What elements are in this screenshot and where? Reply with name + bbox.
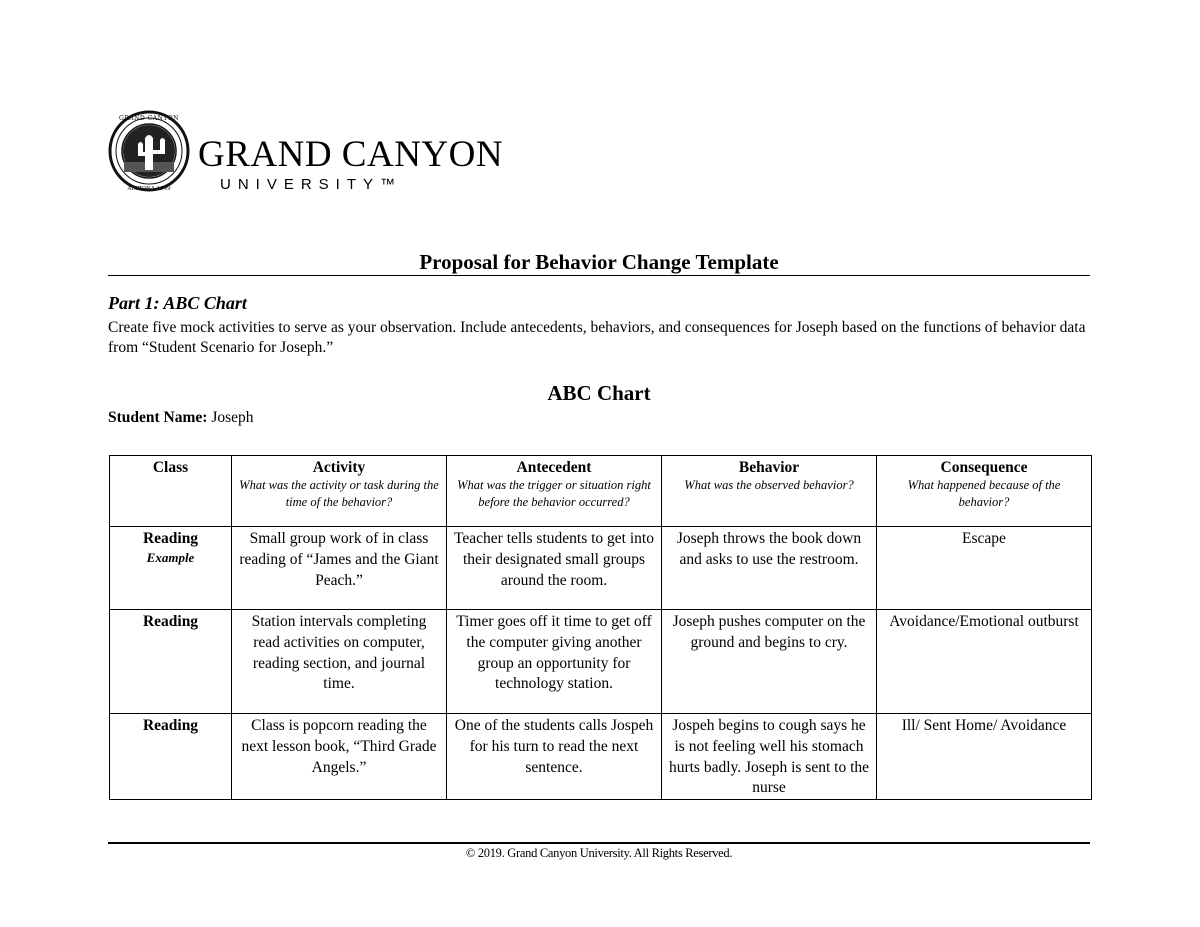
class-label: Reading [142, 717, 199, 734]
header-question: What was the trigger or situation right before the behavior occurred? [457, 478, 651, 509]
student-name-label: Student Name: [108, 409, 208, 426]
cell-activity: Class is popcorn reading the next lesson book, “Third Grade Angels.” [232, 714, 447, 800]
cell-consequence: Ill/ Sent Home/ Avoidance [877, 714, 1092, 800]
title-divider [108, 275, 1090, 276]
header-behavior [662, 456, 877, 527]
header-class [110, 456, 232, 527]
cell-behavior: Joseph throws the book down and asks to use the restroom. [662, 527, 877, 610]
header-title: Antecedent [516, 459, 592, 476]
svg-text:ARIZONA 1949: ARIZONA 1949 [127, 186, 171, 192]
student-name-value: Joseph [211, 409, 254, 426]
instructions-text: Create five mock activities to serve as your observation. Include antecedents, behaviors, and consequences for Joseph based on the functions of behavior data from “Student Scenario for Joseph.” [108, 319, 1086, 356]
cell-consequence: Avoidance/Emotional outburst [877, 610, 1092, 714]
abc-chart-table [109, 455, 1092, 800]
header-question: What was the observed behavior? [684, 478, 854, 492]
student-name-line [108, 408, 254, 428]
table-row [110, 714, 1092, 800]
header-question: What was the activity or task during the time of the behavior? [239, 478, 439, 509]
cell-antecedent: Teacher tells students to get into their designated small groups around the room. [447, 527, 662, 610]
header-title: Behavior [738, 459, 800, 476]
table-row [110, 527, 1092, 610]
header-title: Class [152, 459, 189, 476]
cell-antecedent: Timer goes off it time to get off the computer giving another group an opportunity for technology station. [447, 610, 662, 714]
header-antecedent [447, 456, 662, 527]
copyright-footer: © 2019. Grand Canyon University. All Rights Reserved. [465, 846, 733, 860]
svg-text:GRAND CANYON: GRAND CANYON [119, 115, 179, 122]
header-activity [232, 456, 447, 527]
cell-class [110, 527, 232, 610]
table-header-row [110, 456, 1092, 527]
cell-behavior: Jospeh begins to cough says he is not feeling well his stomach hurts badly. Joseph is sent to the nurse [662, 714, 877, 800]
part-heading: Part 1: ABC Chart [108, 293, 247, 313]
cell-class [110, 610, 232, 714]
chart-heading: ABC Chart [547, 381, 651, 405]
header-title: Consequence [940, 459, 1028, 476]
cell-activity: Small group work of in class reading of “James and the Giant Peach.” [232, 527, 447, 610]
logo-wordmark: GRAND CANYON [198, 134, 504, 175]
cell-activity: Station intervals completing read activities on computer, reading section, and journal time. [232, 610, 447, 714]
university-seal-icon [108, 106, 190, 196]
cell-consequence: Escape [877, 527, 1092, 610]
logo-subtitle: UNIVERSITY™ [220, 176, 403, 193]
example-note: Example [146, 549, 195, 565]
footer-divider [108, 842, 1090, 844]
document-title: Proposal for Behavior Change Template [419, 250, 779, 274]
header-consequence [877, 456, 1092, 527]
cell-behavior: Joseph pushes computer on the ground and begins to cry. [662, 610, 877, 714]
cell-antecedent: One of the students calls Jospeh for his turn to read the next sentence. [447, 714, 662, 800]
table-row [110, 610, 1092, 714]
cell-class [110, 714, 232, 800]
university-logo [108, 106, 504, 198]
class-label: Reading [142, 530, 199, 547]
header-title: Activity [312, 459, 366, 476]
header-question: What happened because of the behavior? [907, 478, 1061, 509]
class-label: Reading [142, 613, 199, 630]
